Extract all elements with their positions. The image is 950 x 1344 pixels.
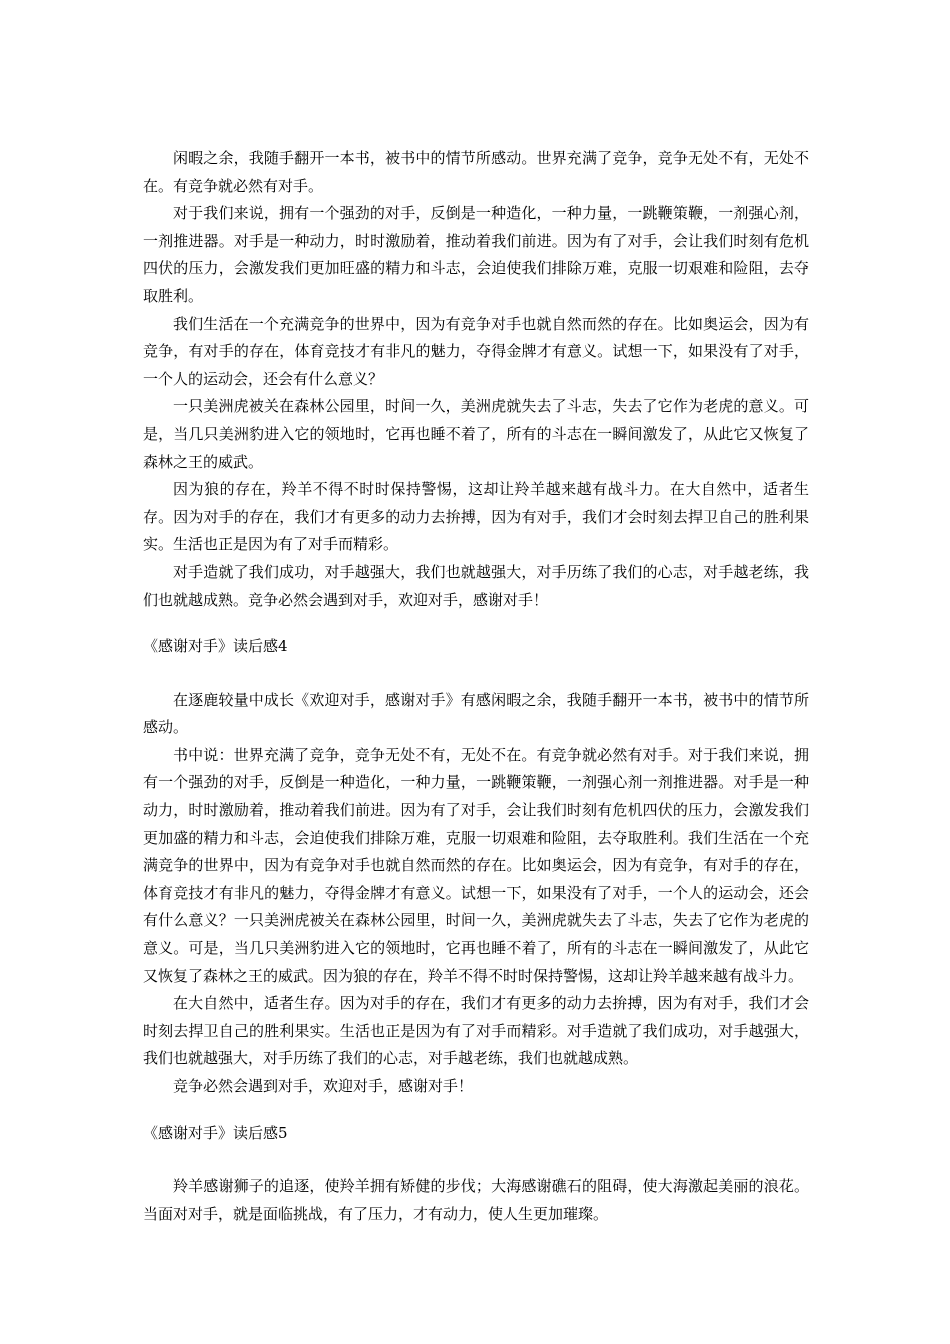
section-5-body bbox=[143, 1173, 809, 1228]
paragraph: 书中说：世界充满了竞争，竞争无处不有，无处不在。有竞争就必然有对手。对于我们来说，拥有一个强劲的对手，反倒是一种造化，一种力量，一跳鞭策鞭，一剂强心剂一剂推进器。对手是一种动力，时时激励着，推动着我们前进。因为有了对手，会让我们时刻有危机四伏的压力，会激发我们更加盛的精力和斗志，会迫使我们排除万难，克服一切艰难和险阻，去夺取胜利。我们生活在一个充满竞争的世界中，因为有竞争对手也就自然而然的存在。比如奥运会，因为有竞争，有对手的存在，体育竞技才有非凡的魅力，夺得金牌才有意义。试想一下，如果没有了对手，一个人的运动会，还会有什么意义？一只美洲虎被关在森林公园里，时间一久，美洲虎就失去了斗志，失去了它作为老虎的意义。可是，当几只美洲豹进入它的领地时，它再也睡不着了，所有的斗志在一瞬间激发了，从此它又恢复了森林之王的威武。因为狼的存在，羚羊不得不时时保持警惕，这却让羚羊越来越有战斗力。 bbox=[143, 745, 809, 985]
paragraph: 在大自然中，适者生存。因为对手的存在，我们才有更多的动力去拚搏，因为有对手，我们才会时刻去捍卫自己的胜利果实。生活也正是因为有了对手而精彩。对手造就了我们成功，对手越强大，我们也就越强大，对手历练了我们的心志，对手越老练，我们也就越成熟。 bbox=[143, 994, 809, 1068]
section-4-heading: 《感谢对手》读后感4 bbox=[143, 637, 288, 656]
section-3-body bbox=[143, 145, 809, 614]
paragraph: 因为狼的存在，羚羊不得不时时保持警惕，这却让羚羊越来越有战斗力。在大自然中，适者生存。因为对手的存在，我们才有更多的动力去拚搏，因为有对手，我们才会时刻去捍卫自己的胜利果实。生活也正是因为有了对手而精彩。 bbox=[143, 480, 809, 554]
paragraph: 对手造就了我们成功，对手越强大，我们也就越强大，对手历练了我们的心志，对手越老练，我们也就越成熟。竞争必然会遇到对手，欢迎对手，感谢对手！ bbox=[143, 562, 809, 609]
paragraph: 竞争必然会遇到对手，欢迎对手，感谢对手！ bbox=[173, 1077, 474, 1095]
paragraph: 对于我们来说，拥有一个强劲的对手，反倒是一种造化，一种力量，一跳鞭策鞭，一剂强心剂，一剂推进器。对手是一种动力，时时激励着，推动着我们前进。因为有了对手，会让我们时刻有危机四伏的压力，会激发我们更加旺盛的精力和斗志，会迫使我们排除万难，克服一切艰难和险阻，去夺取胜利。 bbox=[143, 204, 809, 305]
paragraph: 我们生活在一个充满竞争的世界中，因为有竞争对手也就自然而然的存在。比如奥运会，因为有竞争，有对手的存在，体育竞技才有非凡的魅力，夺得金牌才有意义。试想一下，如果没有了对手，一个人的运动会，还会有什么意义？ bbox=[143, 314, 809, 388]
document-page bbox=[143, 145, 809, 1228]
section-5-heading: 《感谢对手》读后感5 bbox=[143, 1123, 288, 1142]
paragraph: 羚羊感谢狮子的追逐，使羚羊拥有矫健的步伐；大海感谢礁石的阻碍，使大海激起美丽的浪花。当面对对手，就是面临挑战，有了压力，才有动力，使人生更加璀璨。 bbox=[143, 1177, 809, 1223]
paragraph: 一只美洲虎被关在森林公园里，时间一久，美洲虎就失去了斗志，失去了它作为老虎的意义。可是，当几只美洲豹进入它的领地时，它再也睡不着了，所有的斗志在一瞬间激发了，从此它又恢复了森林之王的威武。 bbox=[143, 397, 809, 471]
paragraph: 在逐鹿较量中成长《欢迎对手，感谢对手》有感闲暇之余，我随手翻开一本书，被书中的情节所感动。 bbox=[143, 690, 809, 737]
paragraph: 闲暇之余，我随手翻开一本书，被书中的情节所感动。世界充满了竞争，竞争无处不有，无处不在。有竞争就必然有对手。 bbox=[143, 149, 809, 195]
section-4-body bbox=[143, 687, 809, 1101]
